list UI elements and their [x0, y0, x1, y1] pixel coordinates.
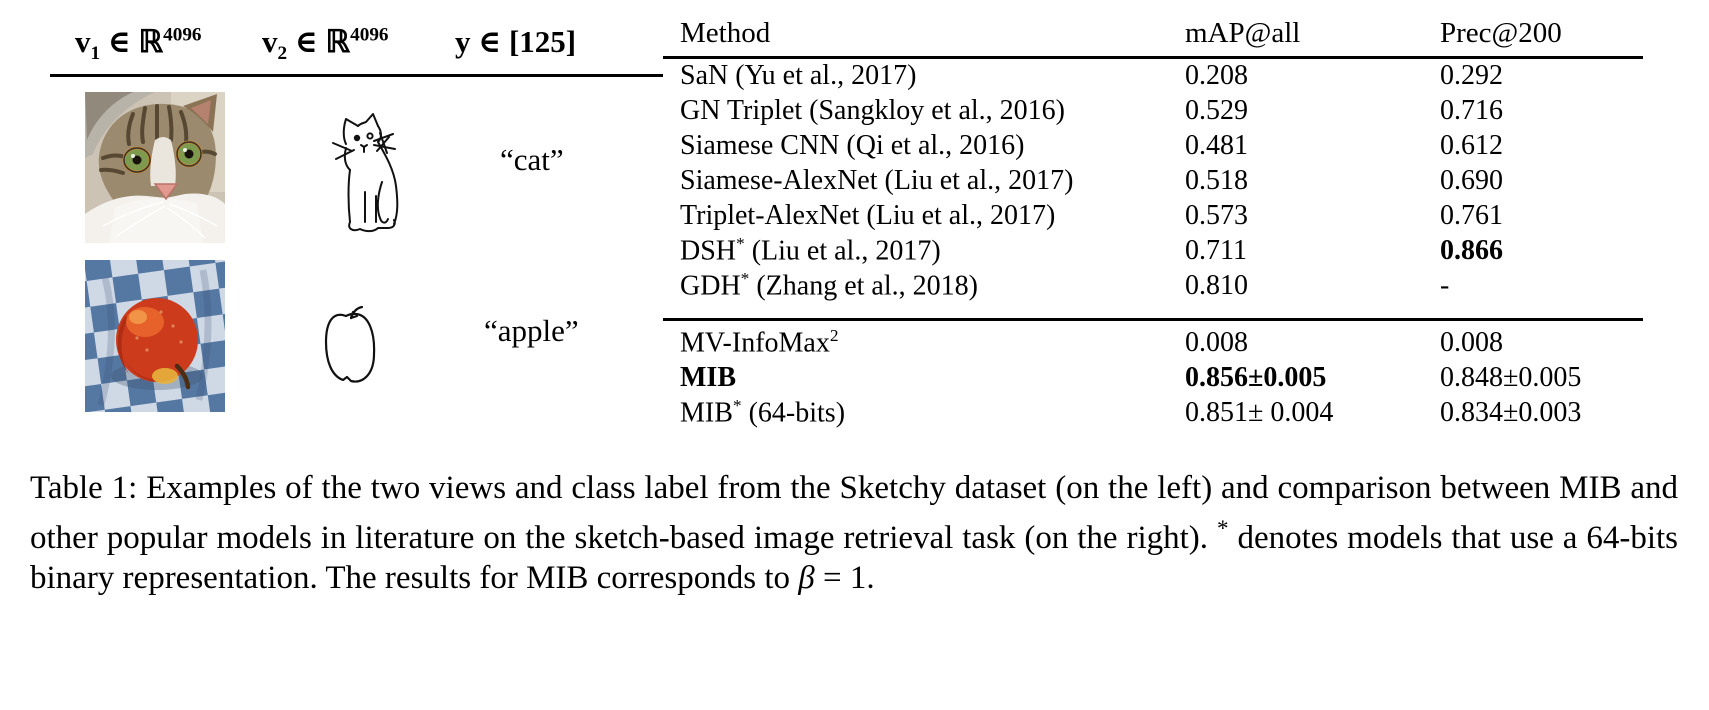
method-citation: (Zhang et al., 2018) [749, 270, 978, 302]
cat-photo-svg [85, 92, 225, 243]
method-cell [680, 362, 1185, 394]
method-name: MIB [680, 361, 736, 393]
prec-value: 0.292 [1440, 59, 1503, 91]
label-set: ∈ [125] [470, 24, 577, 59]
apple-class-label: “apple” [484, 313, 579, 348]
prec-value: - [1440, 269, 1450, 301]
view1-var: v [75, 24, 91, 59]
method-name: Siamese-AlexNet (Liu et al., 2017) [680, 164, 1074, 196]
table-row [663, 163, 1643, 198]
table-rows [663, 58, 1643, 430]
caption-text-1: Table 1: Examples of the two views and class label from the Sketchy dataset (on the left) and comparison between MIB and other popular models in literature on the sketch-based image retrieval task (on the right). [30, 470, 1678, 556]
view2-set: ∈ ℝ [287, 24, 351, 59]
left-header-rule [50, 74, 663, 77]
method-name: SaN (Yu et al., 2017) [680, 59, 917, 91]
table-row [663, 360, 1643, 395]
map-value: 0.518 [1185, 164, 1248, 196]
table-group-divider [663, 318, 1643, 321]
label-header [455, 24, 576, 60]
method-cell [680, 269, 1185, 302]
table-row [663, 233, 1643, 268]
method-name: GDH [680, 270, 741, 302]
map-value: 0.481 [1185, 129, 1248, 161]
view1-header [75, 24, 202, 65]
table-row [663, 93, 1643, 128]
prec-value: 0.866 [1440, 234, 1503, 266]
method-superscript: * [740, 268, 750, 288]
method-citation: (Liu et al., 2017) [744, 235, 941, 267]
prec-value: 0.834±0.003 [1440, 396, 1582, 428]
caption-text-2: denotes models that use a 64-bits binary representation. The results for MIB corresponds to [30, 520, 1679, 596]
cat-photo-image [85, 92, 225, 243]
method-citation: (64-bits) [741, 397, 846, 429]
prec-value: 0.761 [1440, 199, 1503, 231]
caption-star: * [1216, 515, 1229, 541]
table-row [663, 198, 1643, 233]
cat-sketch-image [330, 112, 402, 234]
prec-value: 0.690 [1440, 164, 1503, 196]
map-value: 0.008 [1185, 326, 1248, 358]
apple-photo-image [85, 260, 225, 412]
method-cell [680, 200, 1185, 232]
table-row [663, 325, 1643, 360]
method-name: GN Triplet (Sangkloy et al., 2016) [680, 94, 1065, 126]
map-value: 0.851± 0.004 [1185, 396, 1334, 428]
apple-photo-svg [85, 260, 225, 412]
map-value: 0.711 [1185, 234, 1247, 266]
prec-value: 0.612 [1440, 129, 1503, 161]
method-cell [680, 165, 1185, 197]
prec-value: 0.848±0.005 [1440, 361, 1582, 393]
method-cell [680, 60, 1185, 92]
table-row [663, 395, 1643, 430]
cat-class-label: “cat” [500, 142, 564, 177]
map-value: 0.573 [1185, 199, 1248, 231]
view2-sup: 4096 [350, 24, 389, 46]
column-header-method: Method [680, 17, 771, 49]
method-cell [680, 95, 1185, 127]
table-row [663, 268, 1643, 303]
view1-set: ∈ ℝ [100, 24, 164, 59]
map-value: 0.810 [1185, 269, 1248, 301]
column-header-prec: Prec@200 [1440, 17, 1562, 49]
table-caption [30, 468, 1678, 598]
view2-var: v [262, 24, 278, 59]
table-row [663, 58, 1643, 93]
method-superscript: 2 [829, 325, 839, 345]
table-row [663, 128, 1643, 163]
results-table [663, 0, 1643, 450]
apple-sketch-image [322, 303, 380, 389]
method-name: MIB [680, 397, 733, 429]
method-cell [680, 130, 1185, 162]
caption-beta-symbol: β [798, 560, 815, 596]
view2-sub: 2 [277, 43, 288, 65]
method-superscript: * [732, 395, 742, 415]
view2-header [262, 24, 389, 65]
column-header-map: mAP@all [1185, 17, 1301, 49]
method-name: MV-InfoMax [680, 327, 830, 359]
method-name: DSH [680, 235, 737, 267]
cat-sketch-svg [330, 112, 402, 234]
map-value: 0.529 [1185, 94, 1248, 126]
method-name: Triplet-AlexNet (Liu et al., 2017) [680, 199, 1056, 231]
map-value: 0.856±0.005 [1185, 361, 1327, 393]
prec-value: 0.008 [1440, 326, 1503, 358]
method-name: Siamese CNN (Qi et al., 2016) [680, 129, 1025, 161]
apple-sketch-svg [322, 303, 380, 389]
label-var: y [455, 24, 471, 59]
prec-value: 0.716 [1440, 94, 1503, 126]
view1-sup: 4096 [163, 24, 202, 46]
method-superscript: * [736, 233, 745, 253]
method-cell [680, 234, 1185, 267]
left-examples-panel [0, 0, 663, 440]
view1-sub: 1 [90, 43, 101, 65]
caption-text-3: = 1. [814, 560, 875, 596]
map-value: 0.208 [1185, 59, 1248, 91]
method-cell [680, 326, 1185, 359]
method-cell [680, 396, 1185, 429]
